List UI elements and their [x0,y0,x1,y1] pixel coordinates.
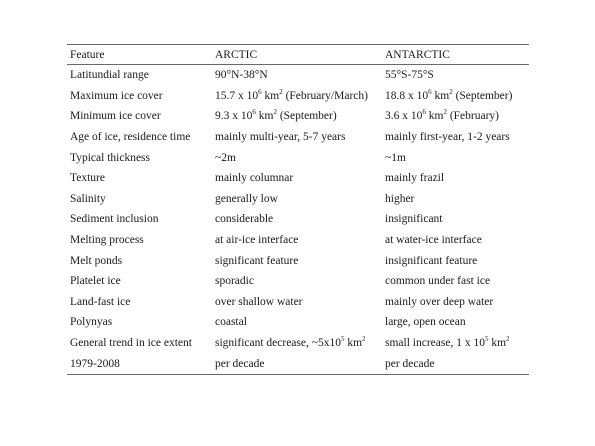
arctic-cell [212,172,383,184]
antarctic-cell [383,296,529,308]
arctic-cell [212,234,383,246]
table-row [67,292,529,313]
unit: km [488,337,507,350]
feature-cell: Salinity [70,192,106,205]
unit: km [344,337,363,350]
table-row [67,333,529,354]
feature-cell: Maximum ice cover [70,89,163,102]
cell-value: 9.3 x 10 [215,110,253,123]
feature-cell: Melt ponds [70,254,123,267]
cell-text: ~1m [385,151,406,164]
table-row [67,168,529,189]
antarctic-cell [383,110,529,122]
arctic-cell [212,131,383,143]
table-row [67,86,529,107]
cell-value: 18.8 x 10 [385,89,429,102]
arctic-cell [212,110,383,122]
cell-text: significant feature [215,254,299,267]
exponent: 5 [340,335,345,344]
unit-exponent: 2 [279,87,283,96]
table-row [67,189,529,210]
feature-cell: Typical thickness [70,151,150,164]
table-row [67,147,529,168]
exponent: 5 [484,335,489,344]
cell-note: (September) [276,110,337,123]
table-row [67,65,529,86]
cell-text: generally low [215,192,278,205]
cell-note: (February) [446,110,500,123]
cell-text: per decade [215,357,265,370]
cell-text: mainly columnar [215,172,294,185]
cell-text: sporadic [215,275,254,288]
unit: km [425,110,444,123]
cell-text: per decade [385,357,435,370]
table-row [67,312,529,333]
antarctic-cell [383,87,529,102]
antarctic-cell [383,316,529,328]
arctic-cell [212,87,383,102]
header-arctic: ARCTIC [215,48,258,61]
antarctic-cell [383,172,529,184]
antarctic-cell [383,193,529,205]
arctic-cell [212,296,383,308]
cell-text: insignificant feature [385,254,478,267]
arctic-cell [212,152,383,164]
cell-value: significant decrease, ~5x10 [215,337,341,350]
exponent: 6 [258,87,262,96]
cell-text: mainly first-year, 1-2 years [385,131,510,144]
cell-text: considerable [215,213,274,226]
unit: km [431,89,450,102]
arctic-cell [212,69,383,81]
unit: km [261,89,280,102]
cell-text: at air-ice interface [215,234,299,247]
feature-cell: Sediment inclusion [70,213,159,226]
antarctic-cell [383,131,529,143]
unit-exponent: 2 [449,87,453,96]
table-row [67,250,529,271]
cell-note: (February/March) [282,89,368,102]
header-feature: Feature [70,48,105,61]
feature-cell: 1979-2008 [70,357,120,370]
feature-cell: Polynyas [70,316,113,329]
feature-cell: Minimum ice cover [70,110,161,123]
cell-value: 15.7 x 10 [215,89,259,102]
header-antarctic: ANTARCTIC [385,48,450,61]
arctic-cell [212,275,383,287]
cell-text: mainly multi-year, 5-7 years [215,131,346,144]
cell-text: mainly frazil [385,172,445,185]
cell-value: 3.6 x 10 [385,110,423,123]
antarctic-cell [383,213,529,225]
exponent: 6 [422,108,426,117]
cell-text: 90°N-38°N [215,69,268,82]
exponent: 6 [252,108,256,117]
antarctic-cell [383,69,529,81]
table-row [67,353,529,374]
cell-value: small increase, 1 x 10 [385,337,485,350]
cell-text: common under fast ice [385,275,491,288]
unit-exponent: 2 [273,108,277,117]
antarctic-cell [383,152,529,164]
table-row [67,230,529,251]
cell-text: insignificant [385,213,443,226]
feature-cell: Latitundial range [70,69,149,82]
antarctic-cell [383,255,529,267]
antarctic-cell [383,358,529,370]
antarctic-cell [383,337,529,349]
cell-text: large, open ocean [385,316,466,329]
unit-exponent: 2 [362,335,366,344]
feature-cell: General trend in ice extent [70,337,192,350]
comparison-table [67,44,529,375]
table-row [67,127,529,148]
unit-exponent: 2 [443,108,447,117]
table-row [67,106,529,127]
cell-text: higher [385,192,415,205]
feature-cell: Platelet ice [70,275,121,288]
feature-cell: Age of ice, residence time [70,131,191,144]
cell-text: mainly over deep water [385,295,494,308]
arctic-cell [212,316,383,328]
exponent: 6 [428,87,432,96]
table-body [67,65,529,374]
arctic-cell [212,213,383,225]
arctic-cell [212,255,383,267]
unit-exponent: 2 [506,335,510,344]
arctic-cell [212,337,383,349]
header-row [67,45,529,64]
arctic-cell [212,193,383,205]
unit: km [255,110,274,123]
feature-cell: Texture [70,172,105,185]
cell-note: (September) [452,89,513,102]
table-row [67,271,529,292]
arctic-cell [212,358,383,370]
cell-text: over shallow water [215,295,303,308]
antarctic-cell [383,275,529,287]
cell-text: 55°S-75°S [385,69,434,82]
bottom-rule [67,374,529,375]
feature-cell: Melting process [70,234,144,247]
cell-text: at water-ice interface [385,234,482,247]
cell-text: coastal [215,316,247,329]
table-row [67,209,529,230]
feature-cell: Land-fast ice [70,295,131,308]
cell-text: ~2m [215,151,236,164]
antarctic-cell [383,234,529,246]
